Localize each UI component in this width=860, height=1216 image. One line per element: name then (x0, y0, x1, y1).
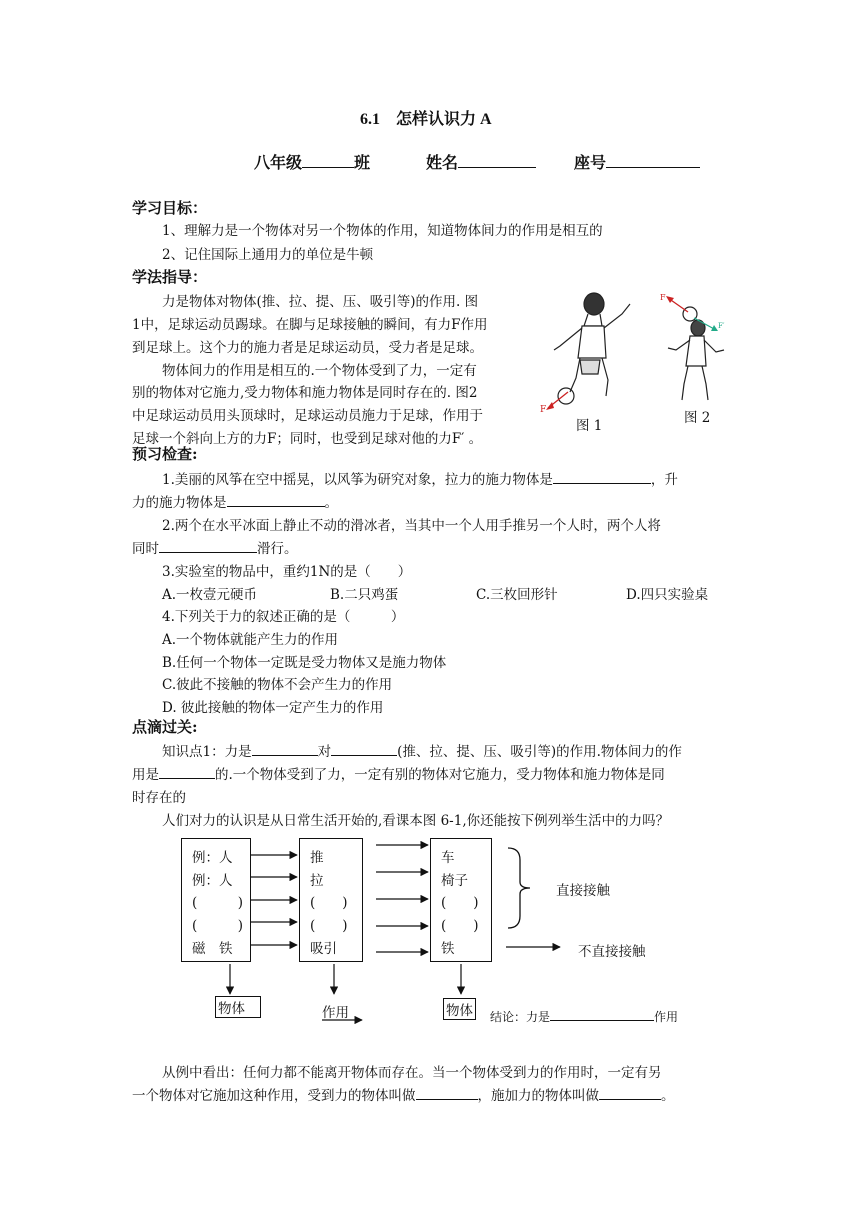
object-label-1: 物体 (215, 996, 261, 1018)
q2-text: 同时 (132, 541, 159, 557)
q4-option[interactable]: B.任何一个物体一定既是受力物体又是施力物体 (162, 655, 447, 671)
q3-option[interactable]: D.四只实验桌 (626, 587, 709, 603)
checkpoint-heading: 点滴过关: (132, 718, 198, 736)
seat-label: 座号 (574, 153, 607, 172)
box2-line: 吸引 (310, 941, 337, 957)
k1-text-c: (推、拉、提、压、吸引等)的作用.物体间力的作 (397, 744, 682, 760)
q3-option[interactable]: B.二只鸡蛋 (330, 587, 399, 603)
object-label-2: 物体 (443, 998, 476, 1020)
k1-text-b: 对 (317, 744, 332, 760)
fig2-force-label: F (660, 293, 666, 302)
summary-text-b: ，施加力的物体叫做 (477, 1088, 599, 1104)
q3-option[interactable]: A.一枚壹元硬币 (162, 587, 258, 603)
q1-text-2: 力的施力物体是 (132, 495, 227, 511)
q2-text-end: 滑行。 (257, 541, 298, 557)
grade-label: 八年级 (254, 153, 303, 172)
conclusion-text: 结论：力是 (490, 1010, 551, 1024)
guidance-line: 别的物体对它施力,受力物体和施力物体是同时存在的. 图2 (132, 385, 478, 401)
name-label: 姓名 (426, 153, 459, 172)
guidance-line: 中足球运动员用头顶球时，足球运动员施力于足球，作用于 (132, 408, 483, 424)
q3-option[interactable]: C.三枚回形针 (476, 587, 558, 603)
box3-line: ( ) (441, 918, 479, 934)
summary-text-end: 。 (661, 1088, 675, 1104)
k1-text-2: 用是 (132, 767, 159, 783)
box2-line: 拉 (310, 873, 324, 889)
conclusion-text-end: 作用 (654, 1010, 679, 1024)
question-2-line-1: 2.两个在水平冰面上静止不动的滑冰者，当其中一个人用手推另一个人时，两个人将 (162, 518, 661, 534)
summary-blank-2[interactable] (599, 1085, 661, 1100)
fig2-caption: 图 2 (684, 410, 711, 426)
goal-item: 2、记住国际上通用力的单位是牛顿 (162, 247, 374, 263)
direct-contact-label: 直接接触 (556, 883, 610, 899)
summary-blank-1[interactable] (416, 1085, 478, 1100)
box1-line: ( ) (192, 918, 244, 934)
box3-line: ( ) (441, 895, 479, 911)
box3-line: 椅子 (441, 873, 468, 889)
box1-line: 例：人 (192, 873, 233, 889)
box1-line: ( ) (192, 895, 244, 911)
summary-line-1: 从例中看出：任何力都不能离开物体而存在。当一个物体受到力的作用时，一定有另 (162, 1065, 662, 1081)
question-4: 4.下列关于力的叙述正确的是（ ） (162, 609, 405, 625)
q4-option[interactable]: C.彼此不接触的物体不会产生力的作用 (162, 677, 393, 693)
indirect-contact-label: 不直接接触 (578, 944, 646, 960)
action-label: 作用 (322, 1005, 349, 1021)
q1-text: 1.美丽的风筝在空中摇晃，以风筝为研究对象，拉力的施力物体是 (162, 472, 553, 488)
box1-line: 磁 铁 (192, 941, 233, 957)
fig1-force-label: F (540, 405, 547, 415)
class-label: 班 (354, 153, 371, 172)
box3-line: 铁 (441, 941, 455, 957)
goals-heading: 学习目标： (132, 199, 208, 217)
preview-heading: 预习检查: (132, 445, 198, 463)
k1-text: 知识点1：力是 (162, 744, 252, 760)
guidance-line: 足球一个斜向上方的力F；同时，也受到足球对他的力F′ 。 (132, 431, 483, 447)
guidance-line: 1中，足球运动员踢球。在脚与足球接触的瞬间，有力F作用 (132, 317, 488, 333)
q1-text-2-end: 。 (324, 495, 338, 511)
knowledge-1-line-3: 时存在的 (132, 790, 186, 806)
guidance-line: 物体间力的作用是相互的.一个物体受到了力，一定有 (162, 363, 477, 379)
box2-line: ( ) (310, 895, 348, 911)
page-title: 6.1 怎样认识力 A (360, 111, 492, 128)
q4-option[interactable]: A.一个物体就能产生力的作用 (162, 632, 339, 648)
checkpoint-intro: 人们对力的认识是从日常生活开始的,看课本图 6-1,你还能按下例列举生活中的力吗？ (162, 813, 670, 829)
box2-line: ( ) (310, 918, 348, 934)
summary-text: 一个物体对它施加这种作用，受到力的物体叫做 (132, 1088, 416, 1104)
conclusion (490, 1008, 678, 1025)
summary-line-2 (132, 1084, 675, 1104)
fig1-caption: 图 1 (576, 418, 603, 434)
box3-line: 车 (441, 850, 455, 866)
box2-line: 推 (310, 850, 324, 866)
guidance-heading: 学法指导： (132, 268, 208, 286)
guidance-line: 力是物体对物体(推、拉、提、压、吸引等)的作用. 图 (162, 294, 479, 310)
box1-line: 例：人 (192, 850, 233, 866)
question-3: 3.实验室的物品中，重约1N的是（ ） (162, 564, 412, 580)
conclusion-blank[interactable] (550, 1008, 654, 1021)
goal-item: 1、理解力是一个物体对另一个物体的作用，知道物体间力的作用是相互的 (162, 223, 603, 239)
q4-option[interactable]: D. 彼此接触的物体一定产生力的作用 (162, 700, 384, 716)
q1-text-end: ，升 (650, 472, 678, 488)
guidance-line: 到足球上。这个力的施力者是足球运动员，受力者是足球。 (132, 340, 483, 356)
k1-text-2-end: 的.一个物体受到了力，一定有别的物体对它施力，受力物体和施力物体是同 (215, 767, 665, 783)
fig2-force-prime-label: F′ (718, 322, 725, 330)
